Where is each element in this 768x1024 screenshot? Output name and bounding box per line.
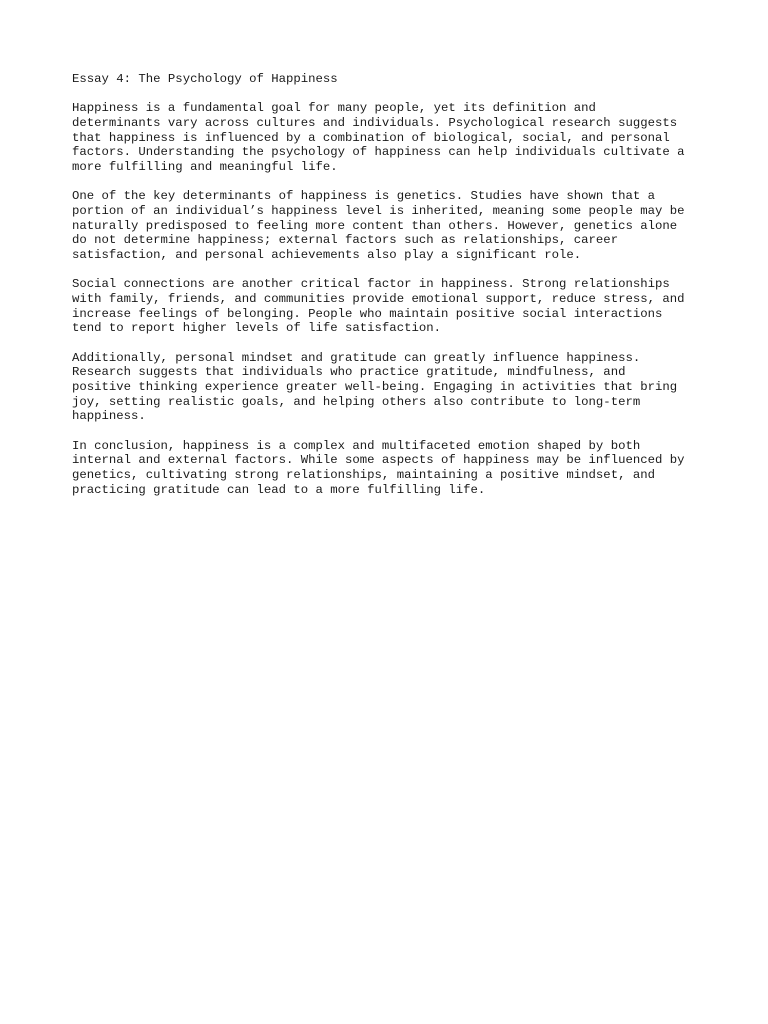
essay-title: Essay 4: The Psychology of Happiness — [72, 72, 338, 86]
text-line: practicing gratitude can lead to a more fulfilling life. — [72, 482, 486, 497]
text-line: factors. Understanding the psychology of happiness can help individuals cultivate a — [72, 145, 685, 160]
text-line: portion of an individual’s happiness level is inherited, meaning some people may be — [72, 203, 685, 218]
text-line: Additionally, personal mindset and gratitude can greatly influence happiness. — [72, 350, 641, 365]
text-line: increase feelings of belonging. People who maintain positive social interactions — [72, 306, 663, 321]
text-line: Research suggests that individuals who practice gratitude, mindfulness, and — [72, 365, 626, 380]
text-line: genetics, cultivating strong relationships, maintaining a positive mindset, and — [72, 467, 655, 482]
text-line: internal and external factors. While some aspects of happiness may be influenced by — [72, 453, 685, 468]
text-line: with family, friends, and communities provide emotional support, reduce stress, and — [72, 291, 685, 306]
text-line: more fulfilling and meaningful life. — [72, 160, 338, 175]
paragraph-5 — [72, 439, 712, 498]
paragraph-2 — [72, 189, 712, 263]
text-line: naturally predisposed to feeling more content than others. However, genetics alone — [72, 218, 678, 233]
text-line: joy, setting realistic goals, and helping others also contribute to long-term — [72, 394, 641, 409]
paragraph-3 — [72, 277, 712, 336]
text-line: Social connections are another critical factor in happiness. Strong relationships — [72, 277, 670, 292]
text-line: that happiness is influenced by a combination of biological, social, and personal — [72, 130, 670, 145]
paragraph-1 — [72, 101, 712, 175]
text-line: In conclusion, happiness is a complex and multifaceted emotion shaped by both — [72, 438, 641, 453]
text-line: satisfaction, and personal achievements also play a significant role. — [72, 248, 582, 263]
text-line: determinants vary across cultures and individuals. Psychological research suggests — [72, 115, 678, 130]
text-line: tend to report higher levels of life satisfaction. — [72, 321, 441, 336]
text-line: positive thinking experience greater well-being. Engaging in activities that bring — [72, 379, 678, 394]
paragraph-4 — [72, 351, 712, 425]
document-page — [72, 72, 712, 512]
text-line: do not determine happiness; external factors such as relationships, career — [72, 233, 619, 248]
text-line: happiness. — [72, 409, 146, 424]
text-line: Happiness is a fundamental goal for many people, yet its definition and — [72, 101, 596, 116]
text-line: One of the key determinants of happiness is genetics. Studies have shown that a — [72, 189, 655, 204]
